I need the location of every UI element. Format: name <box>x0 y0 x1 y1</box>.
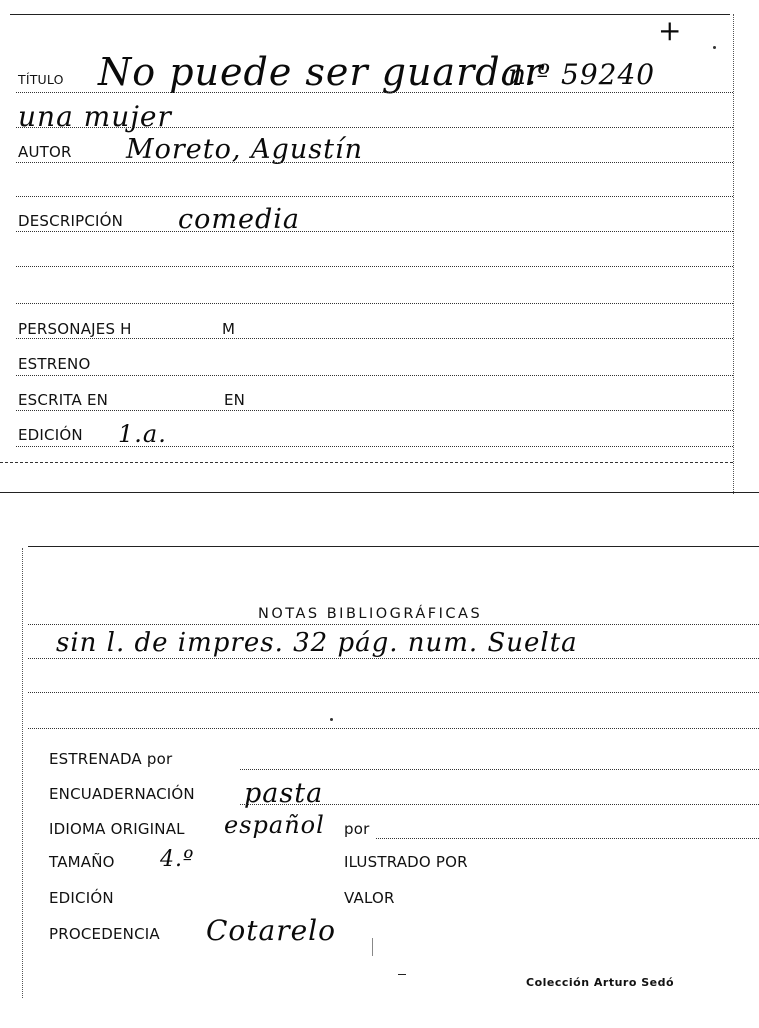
corner-mark: + <box>658 14 683 47</box>
rule <box>16 410 733 411</box>
rule <box>0 462 733 463</box>
speck <box>713 46 716 49</box>
speck-line <box>398 974 406 975</box>
titulo-value-line1: No puede ser guardar <box>98 50 544 94</box>
card-bottom-edge <box>0 492 759 493</box>
tamano-label: TAMAÑO <box>49 853 115 871</box>
rule <box>28 692 759 693</box>
notas-value: sin l. de impres. 32 pág. num. Suelta <box>56 628 578 658</box>
tamano-value: 4.º <box>160 847 195 872</box>
rule <box>16 375 733 376</box>
speck <box>330 718 333 721</box>
rule <box>28 728 759 729</box>
personajes-m-label: M <box>222 320 236 338</box>
rule <box>16 446 733 447</box>
card-top-edge <box>28 546 759 547</box>
titulo-label: TÍTULO <box>18 72 64 87</box>
idioma-por-label: por <box>344 820 370 838</box>
autor-label: AUTOR <box>18 143 72 161</box>
personajes-label: PERSONAJES H <box>18 320 132 338</box>
titulo-value-line2: una mujer <box>18 100 172 133</box>
encuadernacion-label: ENCUADERNACIÓN <box>49 785 195 803</box>
rule <box>16 338 733 339</box>
procedencia-value: Cotarelo <box>206 914 336 947</box>
rule <box>16 303 733 304</box>
encuadernacion-value: pasta <box>244 778 324 809</box>
rule <box>240 804 759 805</box>
collection-footer: Colección Arturo Sedó <box>526 976 675 989</box>
rule <box>16 127 733 128</box>
valor-label: VALOR <box>344 889 395 907</box>
rule <box>28 658 759 659</box>
edicion-value: 1.a. <box>118 420 167 448</box>
catalog-card-top <box>0 0 759 500</box>
procedencia-label: PROCEDENCIA <box>49 925 160 943</box>
rule <box>16 266 733 267</box>
escrita-en-label: EN <box>224 391 246 409</box>
tick-mark <box>372 938 373 956</box>
autor-value: Moreto, Agustín <box>126 134 363 165</box>
escrita-label: ESCRITA EN <box>18 391 109 409</box>
descripcion-label: DESCRIPCIÓN <box>18 212 124 230</box>
card-left-edge <box>22 548 23 998</box>
rule <box>16 162 733 163</box>
rule <box>16 231 733 232</box>
descripcion-value: comedia <box>178 204 300 235</box>
rule <box>240 769 759 770</box>
edicion-label: EDICIÓN <box>18 426 83 444</box>
card-top-edge <box>10 14 730 15</box>
estrenada-label: ESTRENADA por <box>49 750 173 768</box>
rule <box>376 838 759 839</box>
edicion2-label: EDICIÓN <box>49 889 114 907</box>
idioma-label: IDIOMA ORIGINAL <box>49 820 185 838</box>
rule <box>16 92 733 93</box>
catalog-number: n.º 59240 <box>508 58 656 91</box>
ilustrado-label: ILUSTRADO POR <box>344 853 468 871</box>
estreno-label: ESTRENO <box>18 355 91 373</box>
rule <box>28 624 759 625</box>
notas-heading: NOTAS BIBLIOGRÁFICAS <box>258 606 483 622</box>
rule <box>16 196 733 197</box>
idioma-value: español <box>224 811 325 839</box>
catalog-card-bottom <box>0 540 759 1028</box>
card-right-edge <box>733 14 734 494</box>
